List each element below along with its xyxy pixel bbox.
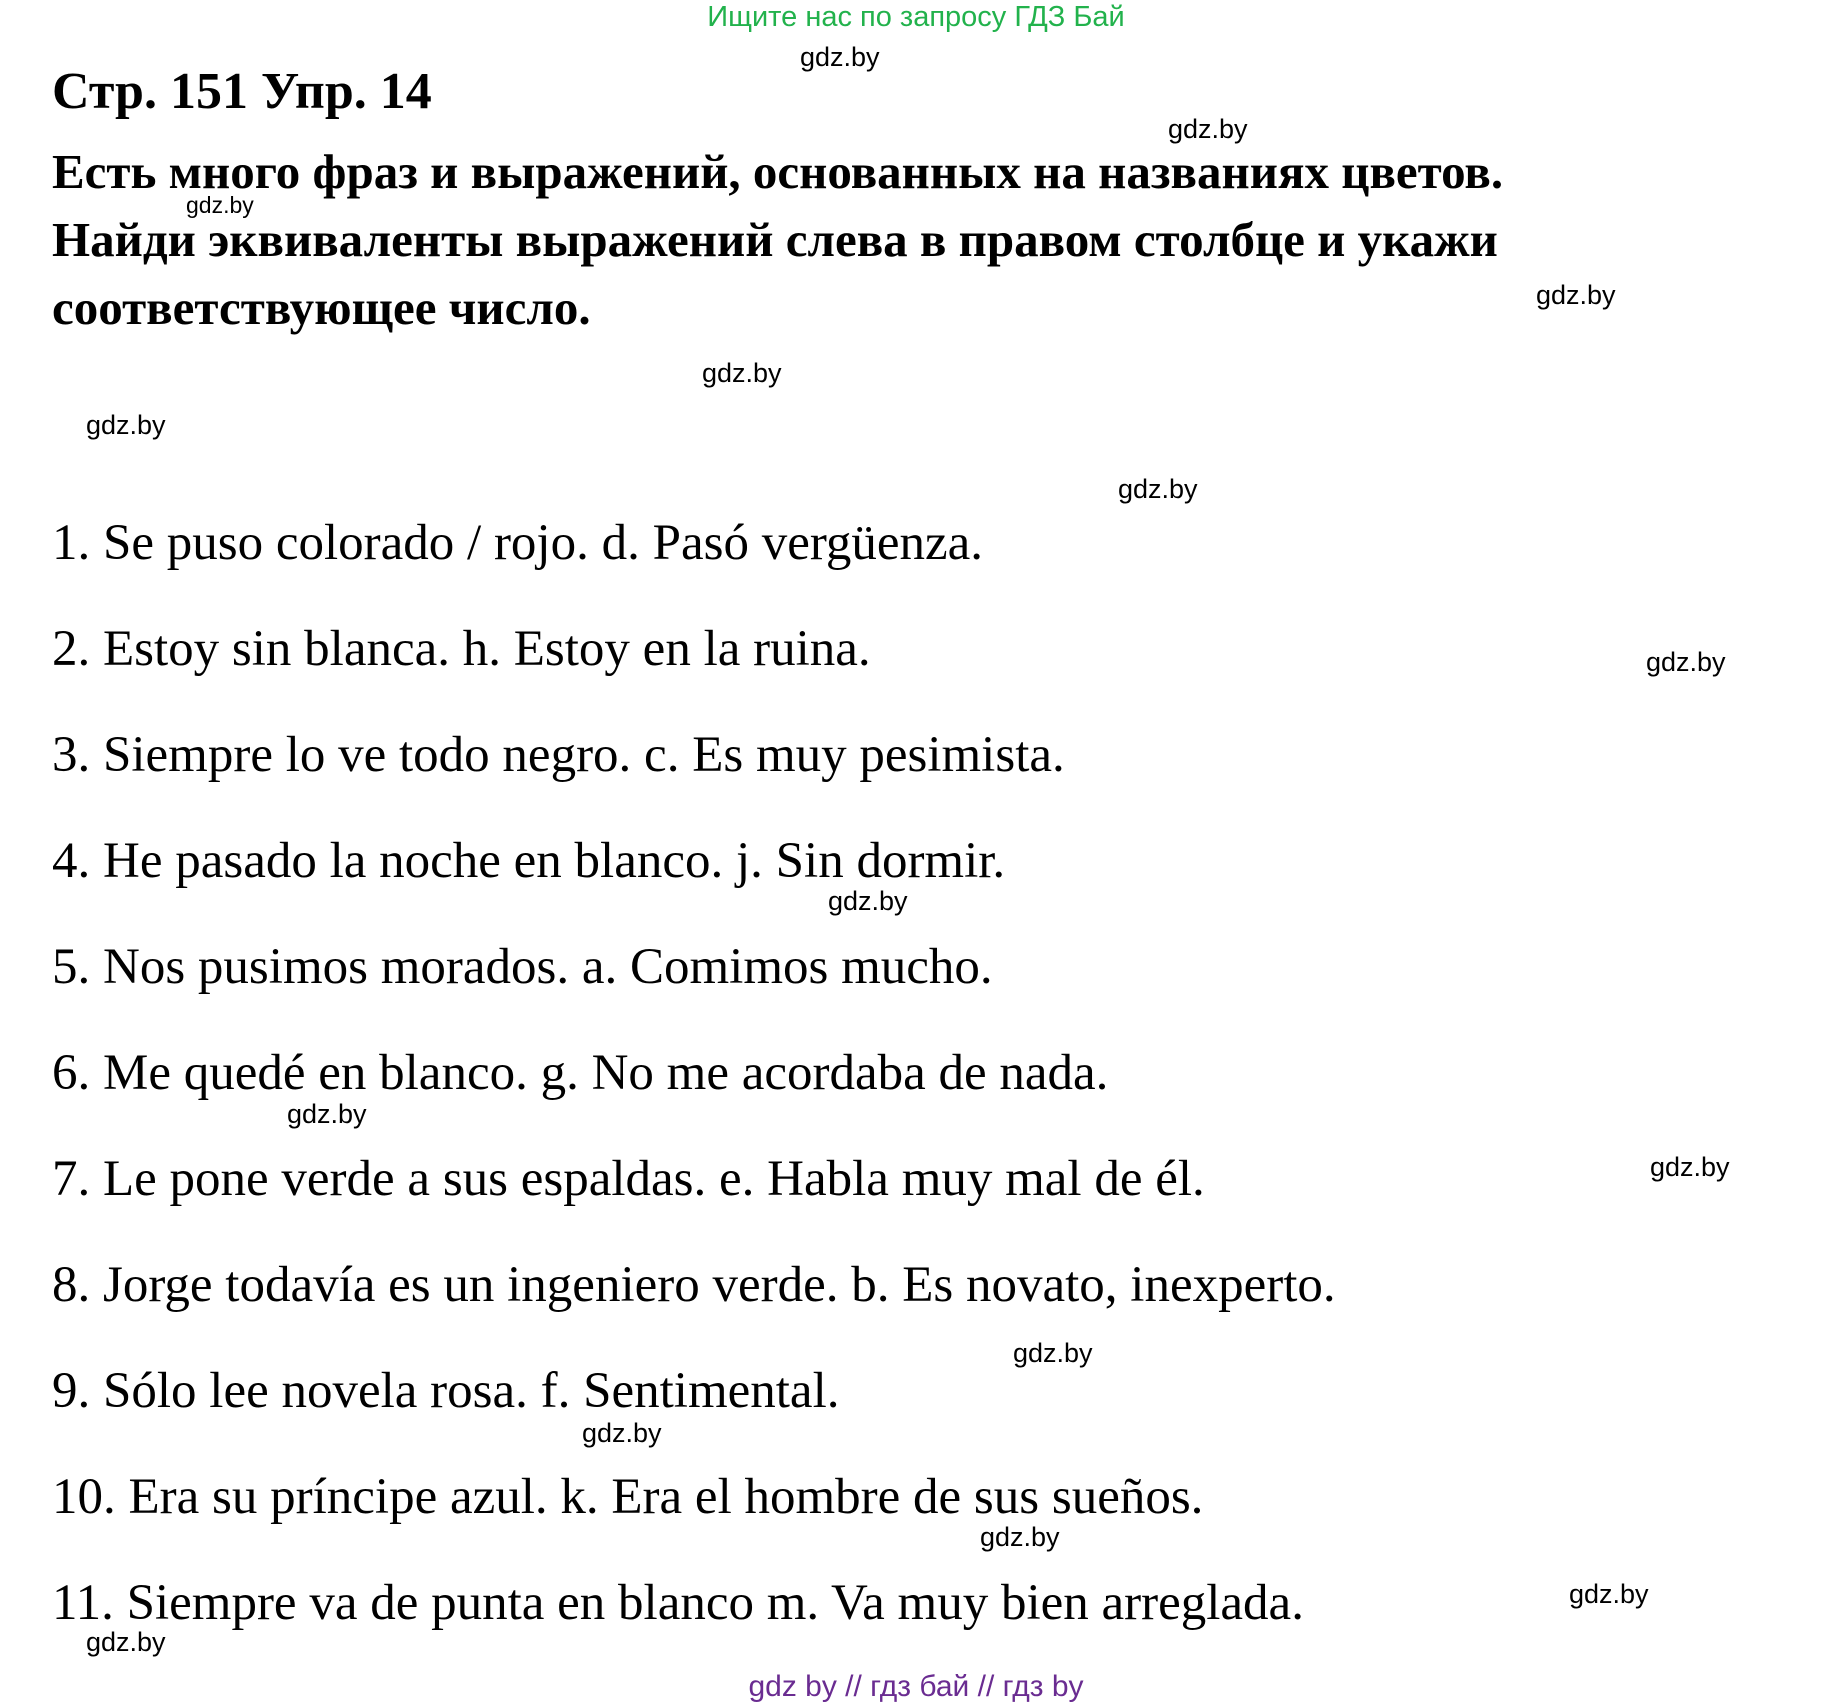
task-line-3: соответствующее число. (52, 280, 591, 335)
answer-item-9: 9. Sólo lee novela rosa. f. Sentimental. (52, 1363, 840, 1419)
watermark: gdz.by (1569, 1579, 1649, 1609)
watermark: gdz.by (1168, 114, 1248, 144)
answer-item-5: 5. Nos pusimos morados. a. Comimos mucho. (52, 939, 993, 995)
search-banner-text: Ищите нас по запросу ГДЗ Бай (707, 1, 1125, 33)
footer-links: gdz by // гдз бай // гдз by (748, 1670, 1084, 1703)
watermark: gdz.by (1013, 1338, 1093, 1368)
watermark: gdz.by (582, 1418, 662, 1448)
watermark: gdz.by (86, 410, 166, 440)
task-line-2: Найди эквиваленты выражений слева в правом столбце и укажи (52, 212, 1498, 267)
answer-item-6: 6. Me quedé en blanco. g. No me acordaba de nada. (52, 1045, 1109, 1101)
watermark: gdz.by (702, 358, 782, 388)
answer-list (52, 490, 1336, 1656)
watermark: gdz.by (1650, 1152, 1730, 1182)
answer-item-10: 10. Era su príncipe azul. k. Era el hombre de sus sueños. (52, 1469, 1204, 1525)
watermark: gdz.by (86, 1627, 166, 1657)
answer-item-4: 4. He pasado la noche en blanco. j. Sin dormir. (52, 833, 1006, 889)
answer-item-11: 11. Siempre va de punta en blanco m. Va muy bien arreglada. (52, 1575, 1304, 1631)
task-line-1: Есть много фраз и выражений, основанных на названиях цветов. (52, 144, 1504, 199)
watermark: gdz.by (980, 1522, 1060, 1552)
watermark: gdz.by (186, 192, 254, 218)
search-banner (0, 0, 1832, 34)
page-title: Стр. 151 Упр. 14 (52, 63, 432, 120)
watermark: gdz.by (1646, 647, 1726, 677)
watermark: gdz.by (828, 886, 908, 916)
answer-item-1: 1. Se puso colorado / rojo. d. Pasó vergüenza. (52, 515, 984, 571)
watermark: gdz.by (1118, 474, 1198, 504)
answer-item-7: 7. Le pone verde a sus espaldas. e. Habla muy mal de él. (52, 1151, 1205, 1207)
answer-item-2: 2. Estoy sin blanca. h. Estoy en la ruina. (52, 621, 871, 677)
watermark: gdz.by (1536, 280, 1616, 310)
answer-item-3: 3. Siempre lo ve todo negro. c. Es muy pesimista. (52, 727, 1065, 783)
answer-item-8: 8. Jorge todavía es un ingeniero verde. b. Es novato, inexperto. (52, 1257, 1336, 1313)
watermark: gdz.by (287, 1099, 367, 1129)
watermark: gdz.by (800, 42, 880, 72)
